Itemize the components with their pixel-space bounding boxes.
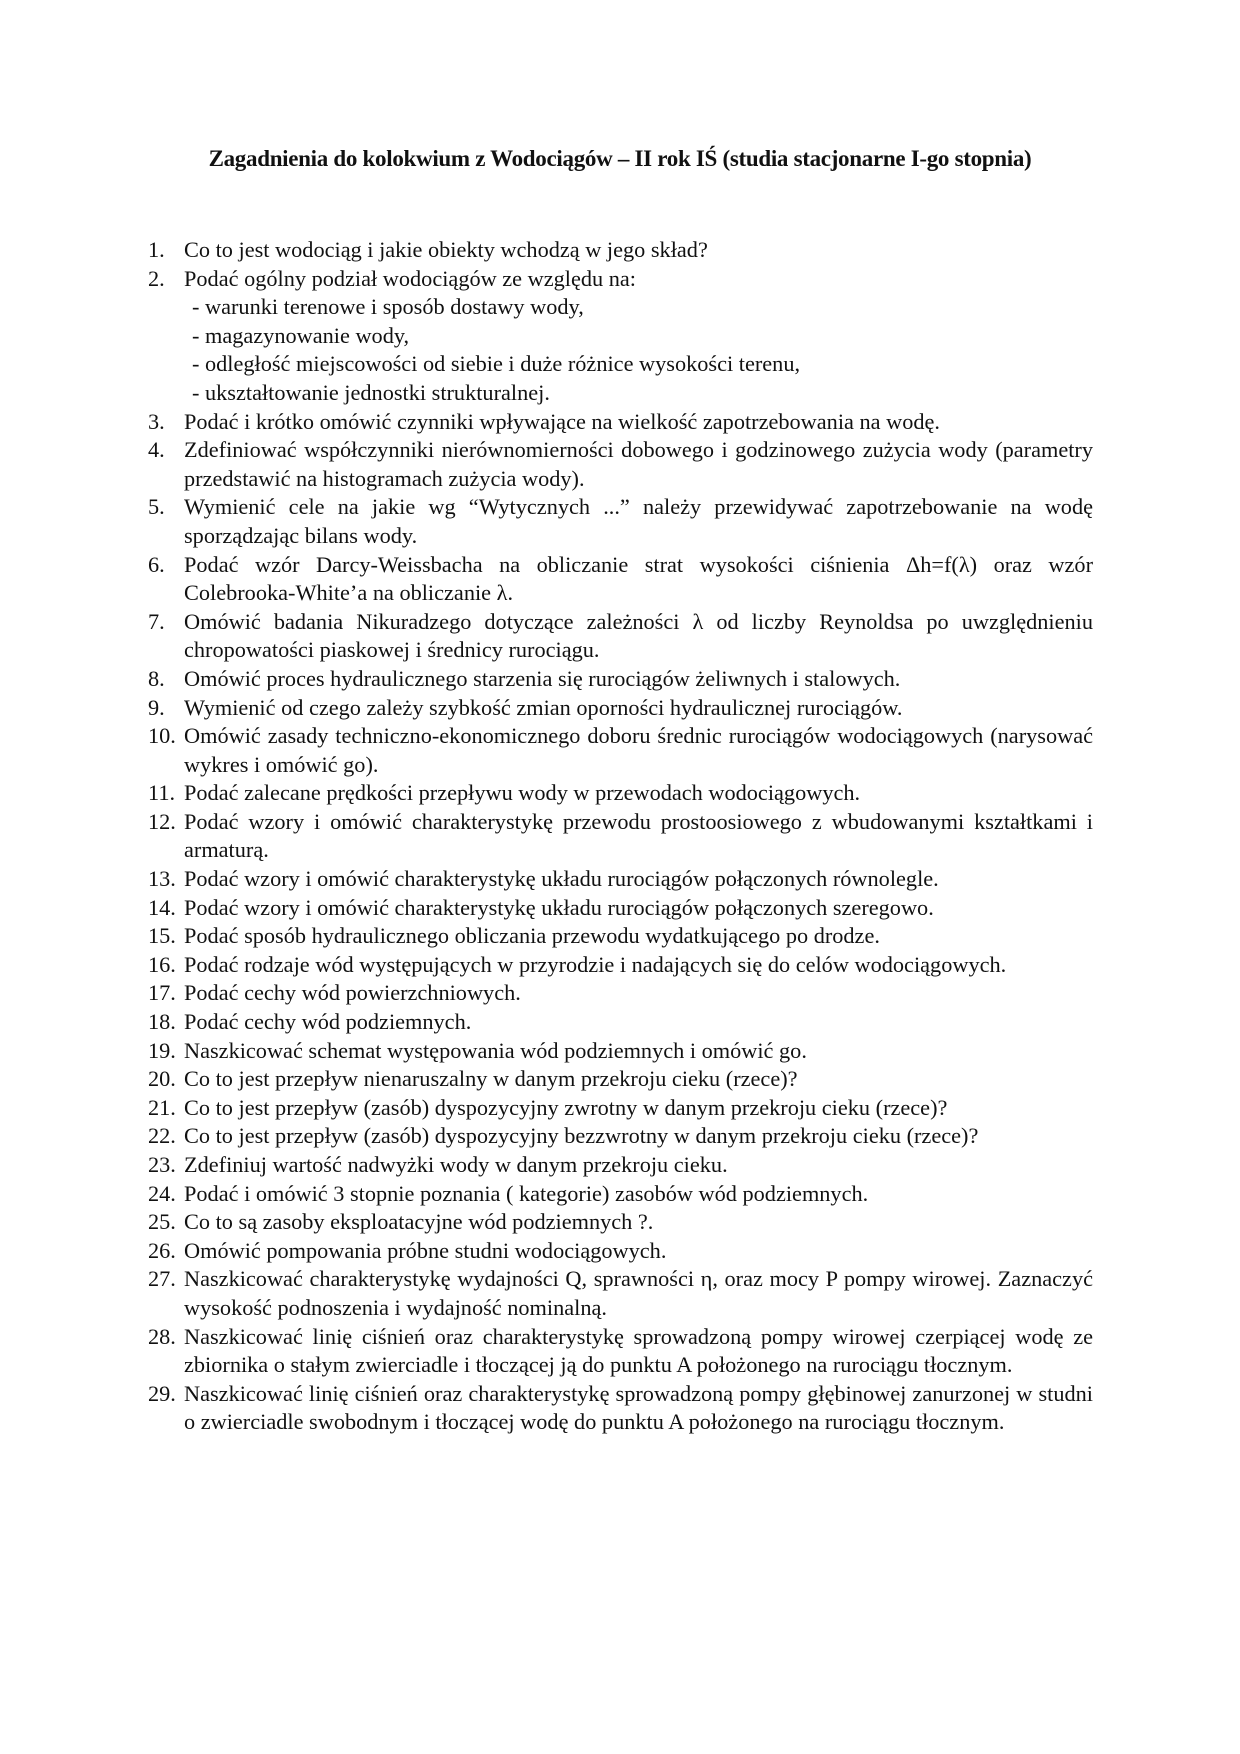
item-text: Naszkicować linię ciśnień oraz charakterystykę sprowadzoną pompy wirowej czerpiącej wodę ze zbiornika o stałym zwierciadle i tłoczącej ją do punktu A położonego na rurociągu tłocznym. [184,1323,1093,1378]
list-item [148,1265,1093,1322]
list-item [148,436,1093,493]
sub-item: - odległość miejscowości od siebie i duże różnice wysokości terenu, [192,351,801,377]
item-text: Co to są zasoby eksploatacyjne wód podziemnych ?. [184,1209,654,1235]
item-number: 1. [148,237,165,262]
item-number: 17. [148,980,176,1006]
item-number: 16. [148,951,176,977]
item-number: 5. [148,494,165,520]
list-item [148,865,1093,894]
list-item [148,694,1093,723]
sub-item: - magazynowanie wody, [192,322,410,348]
item-text: Co to jest wodociąg i jakie obiekty wchodzą w jego skład? [184,237,708,262]
item-number: 29. [148,1380,176,1406]
item-text: Podać sposób hydraulicznego obliczania przewodu wydatkującego po drodze. [184,923,880,949]
item-text: Zdefiniuj wartość nadwyżki wody w danym przekroju cieku. [184,1152,728,1177]
item-number: 10. [148,723,176,749]
item-number: 26. [148,1237,176,1263]
item-text: Podać cechy wód powierzchniowych. [184,980,521,1006]
list-item [148,408,1093,437]
item-text: Co to jest przepływ (zasób) dyspozycyjny zwrotny w danym przekroju cieku (rzece)? [184,1094,948,1120]
list-item [148,608,1093,665]
document-title: Zagadnienia do kolokwium z Wodociągów – II rok IŚ (studia stacjonarne I-go stopnia) [208,146,1032,171]
item-number: 11. [148,780,176,806]
item-text: Podać wzory i omówić charakterystykę przewodu prostoosiowego z wbudowanymi kształtkami i armaturą. [184,808,1093,863]
item-text: Podać i krótko omówić czynniki wpływające na wielkość zapotrzebowania na wodę. [184,408,940,434]
item-text: Wymienić od czego zależy szybkość zmian oporności hydraulicznej rurociągów. [184,694,903,720]
list-item [148,236,1093,265]
item-text: Zdefiniować współczynniki nierównomierności dobowego i godzinowego zużycia wody (parametry przedstawić na histogramach zużycia wody). [184,437,1093,491]
item-text: Podać wzór Darcy-Weissbacha na obliczanie strat wysokości ciśnienia Δh=f(λ) oraz wzór Colebrooka-White’a na obliczanie λ. [184,551,1093,606]
item-text: Omówić pompowania próbne studni wodociągowych. [184,1237,667,1263]
list-item [148,1065,1093,1094]
list-item [148,1237,1093,1266]
item-number: 28. [148,1323,176,1349]
item-number: 8. [148,665,165,691]
list-item [148,265,1093,408]
item-text: Podać zalecane prędkości przepływu wody w przewodach wodociągowych. [184,780,861,806]
item-number: 2. [148,265,165,291]
list-item [148,1037,1093,1066]
item-number: 21. [148,1094,176,1120]
item-number: 22. [148,1123,176,1149]
list-item [148,722,1093,779]
item-number: 23. [148,1152,176,1177]
list-item [148,1008,1093,1037]
list-item [148,1122,1093,1151]
list-item [148,1323,1093,1380]
list-item [148,493,1093,550]
item-number: 15. [148,923,176,949]
item-text: Podać rodzaje wód występujących w przyrodzie i nadających się do celów wodociągowych. [184,951,1007,977]
item-number: 20. [148,1066,176,1092]
item-text: Naszkicować charakterystykę wydajności Q, sprawności η, oraz mocy P pompy wirowej. Zaznaczyć wysokość podnoszenia i wydajność nominalną. [184,1266,1093,1320]
item-number: 19. [148,1037,176,1063]
list-item [148,951,1093,980]
item-number: 25. [148,1209,176,1235]
item-number: 13. [148,866,176,892]
list-item [148,808,1093,865]
list-item [148,779,1093,808]
list-item [148,894,1093,923]
item-text: Omówić badania Nikuradzego dotyczące zależności λ od liczby Reynoldsa po uwzględnieniu chropowatości piaskowej i średnicy rurociągu. [184,608,1093,663]
sub-item: - ukształtowanie jednostki strukturalnej. [192,379,550,405]
item-text: Co to jest przepływ nienaruszalny w danym przekroju cieku (rzece)? [184,1066,798,1092]
item-number: 9. [148,694,165,720]
item-number: 3. [148,408,165,434]
item-number: 14. [148,894,176,920]
item-text: Naszkicować linię ciśnień oraz charakterystykę sprowadzoną pompy głębinowej zanurzonej w studni o zwierciadle swobodnym i tłoczącej wodę do punktu A położonego na rurociągu tłocznym. [184,1380,1093,1435]
item-text: Omówić zasady techniczno-ekonomicznego doboru średnic rurociągów wodociągowych (narysować wykres i omówić go). [184,723,1093,777]
item-text: Podać ogólny podział wodociągów ze względu na: [184,265,637,291]
list-item [148,1380,1093,1437]
item-number: 12. [148,808,176,834]
item-text: Podać i omówić 3 stopnie poznania ( kategorie) zasobów wód podziemnych. [184,1180,869,1206]
list-item [148,922,1093,951]
list-item [148,665,1093,694]
list-item [148,1151,1093,1180]
list-item [148,1180,1093,1209]
item-number: 24. [148,1180,176,1206]
question-list [148,236,1093,1437]
item-number: 7. [148,608,165,634]
sub-item: - warunki terenowe i sposób dostawy wody, [192,294,584,320]
item-text: Wymienić cele na jakie wg “Wytycznych ...” należy przewidywać zapotrzebowanie na wodę sporządzając bilans wody. [184,494,1093,548]
item-number: 27. [148,1266,176,1292]
item-number: 4. [148,437,165,463]
item-number: 6. [148,551,165,577]
item-number: 18. [148,1009,176,1035]
item-text: Omówić proces hydraulicznego starzenia się rurociągów żeliwnych i stalowych. [184,665,901,691]
list-item [148,1094,1093,1123]
list-item [148,979,1093,1008]
item-text: Co to jest przepływ (zasób) dyspozycyjny bezzwrotny w danym przekroju cieku (rzece)? [184,1123,979,1149]
list-item [148,551,1093,608]
item-text: Naszkicować schemat występowania wód podziemnych i omówić go. [184,1037,807,1063]
list-item [148,1208,1093,1237]
item-text: Podać cechy wód podziemnych. [184,1009,472,1035]
item-text: Podać wzory i omówić charakterystykę układu rurociągów połączonych szeregowo. [184,894,934,920]
item-text: Podać wzory i omówić charakterystykę układu rurociągów połączonych równolegle. [184,866,939,892]
